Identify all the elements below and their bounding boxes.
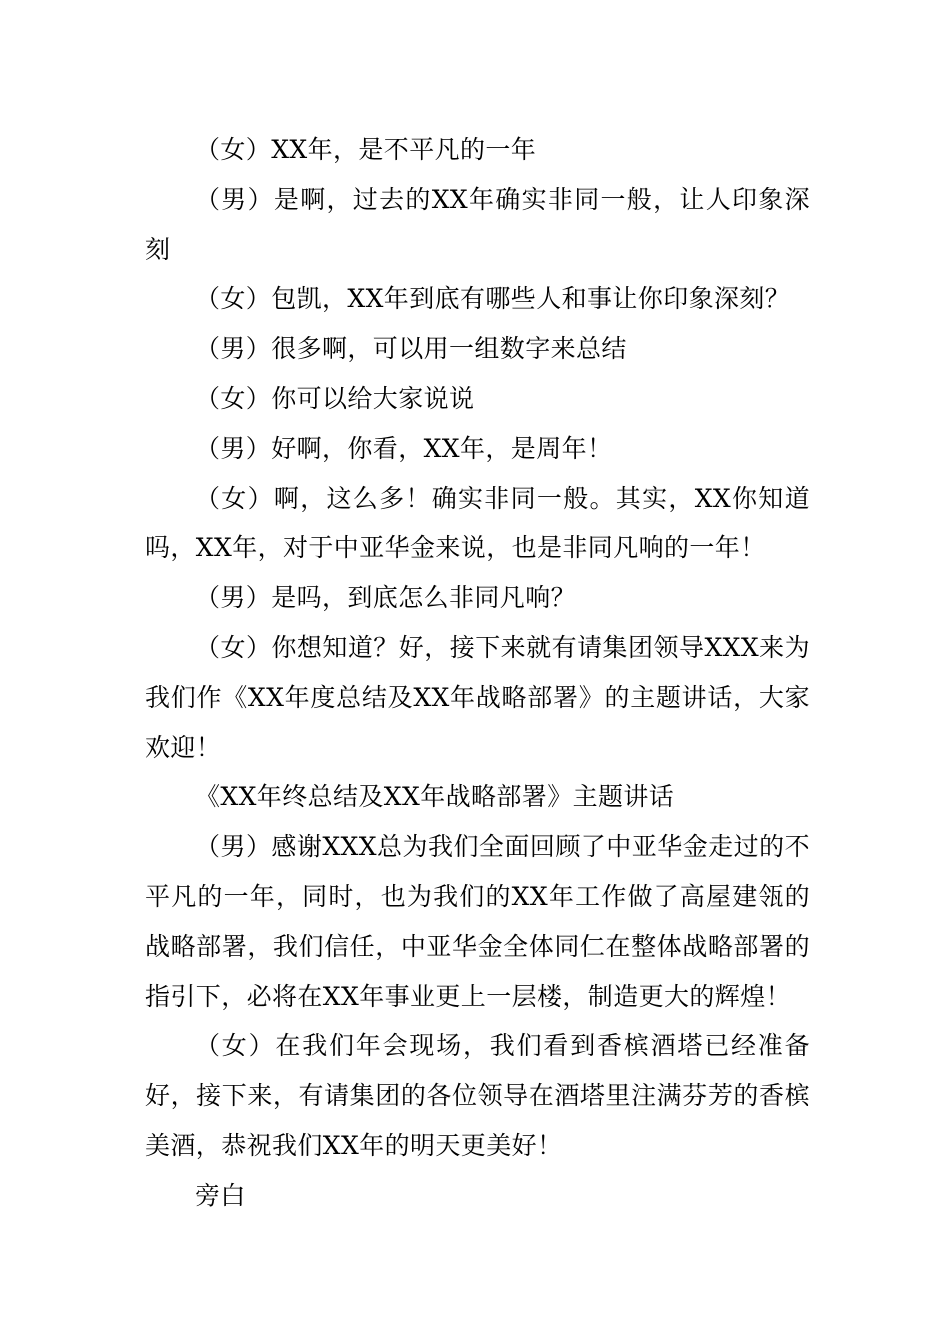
document-body: [145, 125, 810, 1221]
paragraph-6: （男）好啊，你看，XX年，是周年！: [195, 433, 613, 463]
paragraph-3: （女）包凯，XX年到底有哪些人和事让你印象深刻？: [195, 284, 791, 314]
paragraph-8: （男）是吗，到底怎么非同凡响？: [195, 583, 577, 613]
paragraph-1: （女）XX年，是不平凡的一年: [195, 135, 537, 164]
paragraph-4: （男）很多啊，可以用一组数字来总结: [195, 334, 627, 364]
paragraph-2: （男）是啊，过去的XX年确实非同一般，让人印象深刻: [145, 184, 810, 264]
paragraph-7: （女）啊，这么多！确实非同一般。其实，XX你知道吗，XX年，对于中亚华金来说，也是非同凡响的一年！: [145, 483, 810, 563]
paragraph-5: （女）你可以给大家说说: [195, 383, 475, 413]
paragraph-11: （男）感谢XXX总为我们全面回顾了中亚华金走过的不平凡的一年，同时，也为我们的XX年工作做了高屋建瓴的战略部署，我们信任，中亚华金全体同仁在整体战略部署的指引下，必将在XX年事业更上一层楼，制造更大的辉煌！: [145, 832, 810, 1011]
paragraph-10: 《XX年终总结及XX年战略部署》主题讲话: [195, 782, 675, 812]
paragraph-13: 旁白: [195, 1180, 246, 1210]
paragraph-9: （女）你想知道？好，接下来就有请集团领导XXX来为我们作《XX年度总结及XX年战略部署》的主题讲话，大家欢迎！: [145, 632, 810, 762]
paragraph-12: （女）在我们年会现场，我们看到香槟酒塔已经准备好，接下来，有请集团的各位领导在酒塔里注满芬芳的香槟美酒，恭祝我们XX年的明天更美好！: [145, 1031, 810, 1160]
